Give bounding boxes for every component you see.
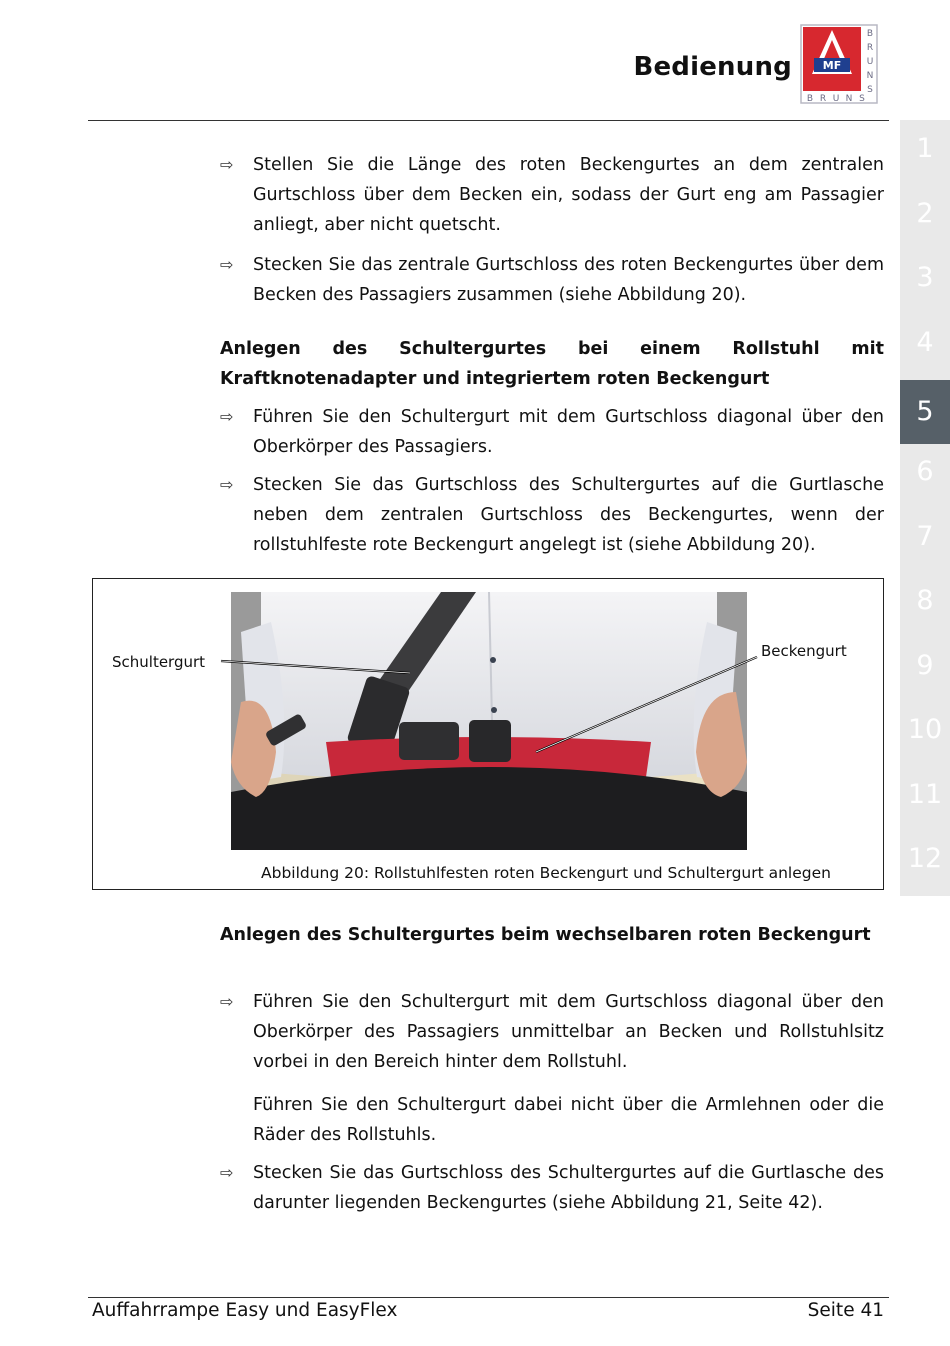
arrow-icon: ⇨ — [220, 1163, 234, 1182]
arrow-icon: ⇨ — [220, 475, 234, 494]
list-item-text: Führen Sie den Schultergurt mit dem Gurtschloss diagonal über den Oberkörper des Passagiers. — [253, 407, 884, 457]
svg-text:S: S — [859, 94, 865, 104]
note-paragraph: Führen Sie den Schultergurt dabei nicht über die Armlehnen oder die Räder des Rollstuhls. — [253, 1095, 884, 1145]
chapter-tabs — [900, 120, 950, 896]
svg-text:B: B — [806, 94, 814, 104]
header-rule — [88, 120, 889, 121]
chapter-tab-2[interactable]: 2 — [916, 198, 934, 229]
svg-text:U: U — [832, 94, 840, 104]
arrow-icon: ⇨ — [220, 992, 234, 1011]
footer-document-title: Auffahrrampe Easy und EasyFlex — [92, 1300, 398, 1321]
page-title: Bedienung — [633, 52, 792, 82]
list-item-text: Stecken Sie das Gurtschloss des Schultergurtes auf die Gurtlasche des darunter liegenden Beckengurtes (siehe Abbildung 21, Seite 42). — [253, 1163, 884, 1213]
chapter-tab-5[interactable]: 5 — [900, 380, 950, 444]
figure-caption: Abbildung 20: Rollstuhlfesten roten Beckengurt und Schultergurt anlegen — [261, 864, 831, 882]
list-item — [220, 402, 884, 462]
list-item — [220, 987, 884, 1077]
svg-text:N: N — [866, 71, 874, 81]
list-item — [220, 250, 884, 310]
chapter-tab-12[interactable]: 12 — [907, 843, 943, 874]
list-item — [220, 150, 884, 240]
arrow-icon: ⇨ — [220, 155, 234, 174]
amf-bruns-logo — [800, 24, 878, 104]
svg-text:B: B — [866, 29, 874, 39]
chapter-tab-9[interactable]: 9 — [916, 650, 934, 681]
list-item-text: Stecken Sie das zentrale Gurtschloss des roten Beckengurtes über dem Becken des Passagiers zusammen (siehe Abbildung 20). — [253, 255, 884, 305]
svg-text:U: U — [866, 57, 874, 67]
list-item — [220, 470, 884, 560]
footer-rule — [88, 1297, 889, 1298]
chapter-tab-11[interactable]: 11 — [907, 779, 943, 810]
list-item — [220, 1158, 884, 1218]
svg-text:S: S — [867, 85, 873, 95]
chapter-tab-1[interactable]: 1 — [916, 133, 934, 164]
svg-text:N: N — [845, 94, 853, 104]
chapter-tab-4[interactable]: 4 — [916, 327, 934, 358]
chapter-tab-3[interactable]: 3 — [916, 262, 934, 293]
label-beckengurt: Beckengurt — [761, 642, 847, 660]
svg-text:R: R — [819, 94, 827, 104]
arrow-icon: ⇨ — [220, 255, 234, 274]
footer-page-number: Seite 41 — [807, 1300, 884, 1321]
chapter-tab-8[interactable]: 8 — [916, 585, 934, 616]
list-item-text: Führen Sie den Schultergurt mit dem Gurtschloss diagonal über den Oberkörper des Passagiers unmittelbar an Becken und Rollstuhlsitz vorbei in den Bereich hinter dem Rollstuhl. — [253, 992, 884, 1072]
section-heading: Anlegen des Schultergurtes bei einem Rollstuhl mit Kraftknotenadapter und integriertem roten Beckengurt — [220, 339, 884, 389]
figure-photo — [231, 592, 747, 850]
list-item-text: Stellen Sie die Länge des roten Beckengurtes an dem zentralen Gurtschloss über dem Becken ein, sodass der Gurt eng am Passagier anliegt, aber nicht quetscht. — [253, 155, 884, 235]
svg-text:R: R — [866, 43, 874, 53]
chapter-tab-10[interactable]: 10 — [907, 714, 943, 745]
chapter-tab-6[interactable]: 6 — [916, 456, 934, 487]
list-item-text: Stecken Sie das Gurtschloss des Schultergurtes auf die Gurtlasche neben dem zentralen Gurtschloss des Beckengurtes, wenn der rollstuhlfeste rote Beckengurt angelegt ist (siehe Abbildung 20). — [253, 475, 884, 555]
label-schultergurt: Schultergurt — [112, 653, 206, 671]
chapter-tab-7[interactable]: 7 — [916, 521, 934, 552]
arrow-icon: ⇨ — [220, 407, 234, 426]
svg-text:MF: MF — [822, 59, 842, 72]
section-heading: Anlegen des Schultergurtes beim wechselbaren roten Beckengurt — [220, 925, 871, 945]
